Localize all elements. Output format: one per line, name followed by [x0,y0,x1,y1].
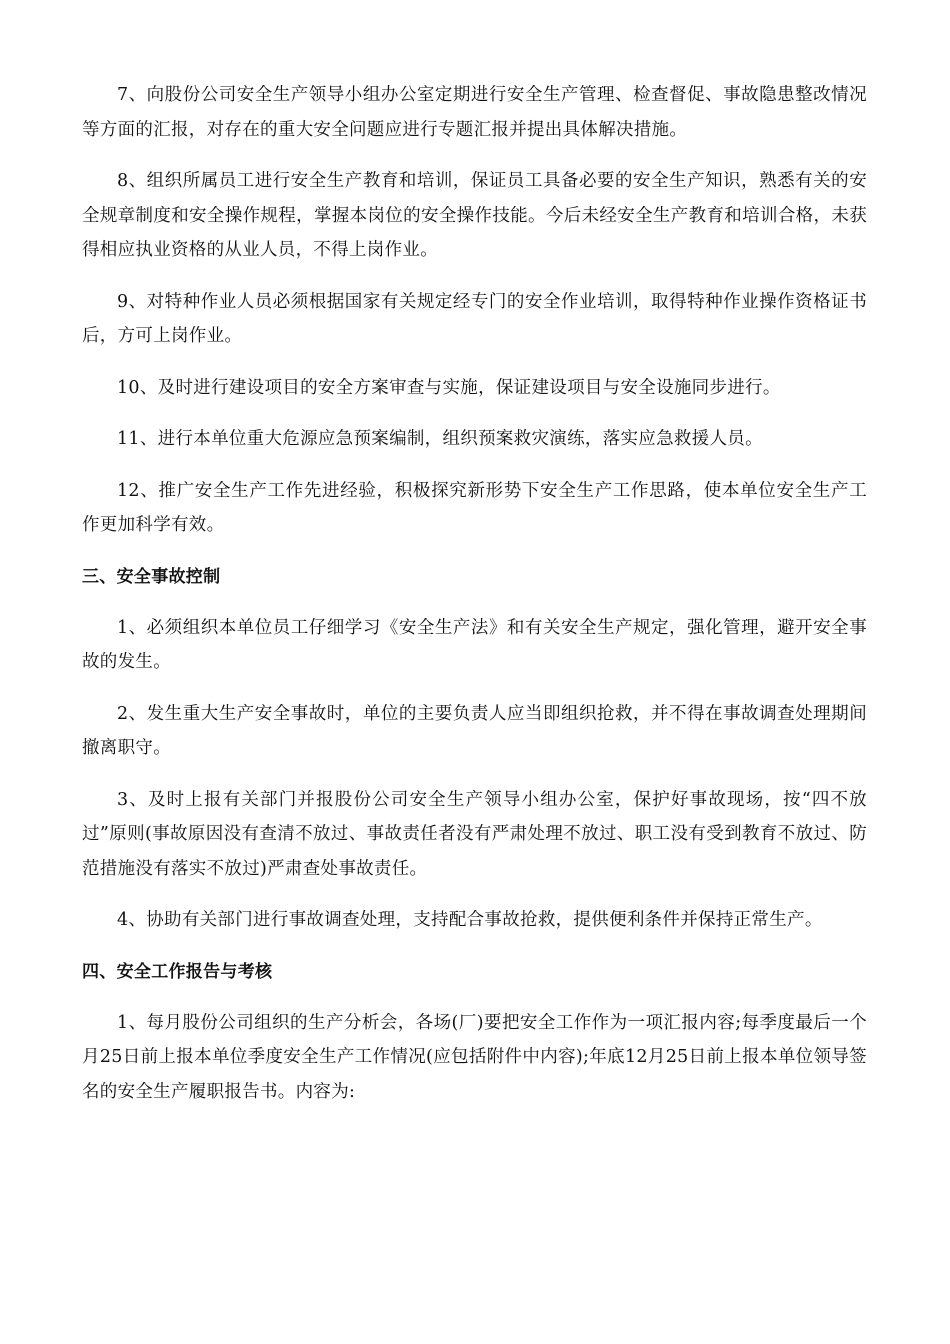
paragraph-item-8: 8、组织所属员工进行安全生产教育和培训，保证员工具备必要的安全生产知识，熟悉有关的安全规章制度和安全操作规程，掌握本岗位的安全操作技能。今后未经安全生产教育和培训合格，未获得相应执业资格的从业人员，不得上岗作业。 [82,171,867,260]
paragraph-item-9: 9、对特种作业人员必须根据国家有关规定经专门的安全作业培训，取得特种作业操作资格证书后，方可上岗作业。 [82,291,867,346]
section-heading-report-assessment: 四、安全工作报告与考核 [82,961,273,982]
paragraph-item-7: 7、向股份公司安全生产领导小组办公室定期进行安全生产管理、检查督促、事故隐患整改情况等方面的汇报，对存在的重大安全问题应进行专题汇报并提出具体解决措施。 [82,85,867,140]
section-heading-accident-control: 三、安全事故控制 [82,566,221,587]
paragraph-item-11: 11、进行本单位重大危源应急预案编制，组织预案救灾演练，落实应急救援人员。 [117,429,763,449]
paragraph-accident-3: 3、及时上报有关部门并报股份公司安全生产领导小组办公室，保护好事故现场，按“四不放过”原则(事故原因没有查清不放过、事故责任者没有严肃处理不放过、职工没有受到教育不放过、防范措施没有落实不放过)严肃查处事故责任。 [82,789,867,879]
paragraph-item-12: 12、推广安全生产工作先进经验，积极探究新形势下安全生产工作思路，使本单位安全生产工作更加科学有效。 [82,480,867,535]
paragraph-item-10: 10、及时进行建设项目的安全方案审查与实施，保证建设项目与安全设施同步进行。 [117,377,781,398]
paragraph-report-1: 1、每月股份公司组织的生产分析会，各场(厂)要把安全工作作为一项汇报内容;每季度最后一个月25日前上报本单位季度安全生产工作情况(应包括附件中内容);年底12月25日前上报本单位领导签名的安全生产履职报告书。内容为: [82,1012,867,1102]
document-page [82,78,867,1126]
paragraph-accident-4: 4、协助有关部门进行事故调查处理，支持配合事故抢救，提供便利条件并保持正常生产。 [117,910,823,930]
paragraph-accident-2: 2、发生重大生产安全事故时，单位的主要负责人应当即组织抢救，并不得在事故调查处理期间撤离职守。 [82,703,867,758]
paragraph-accident-1: 1、必须组织本单位员工仔细学习《安全生产法》和有关安全生产规定，强化管理，避开安全事故的发生。 [82,617,867,672]
